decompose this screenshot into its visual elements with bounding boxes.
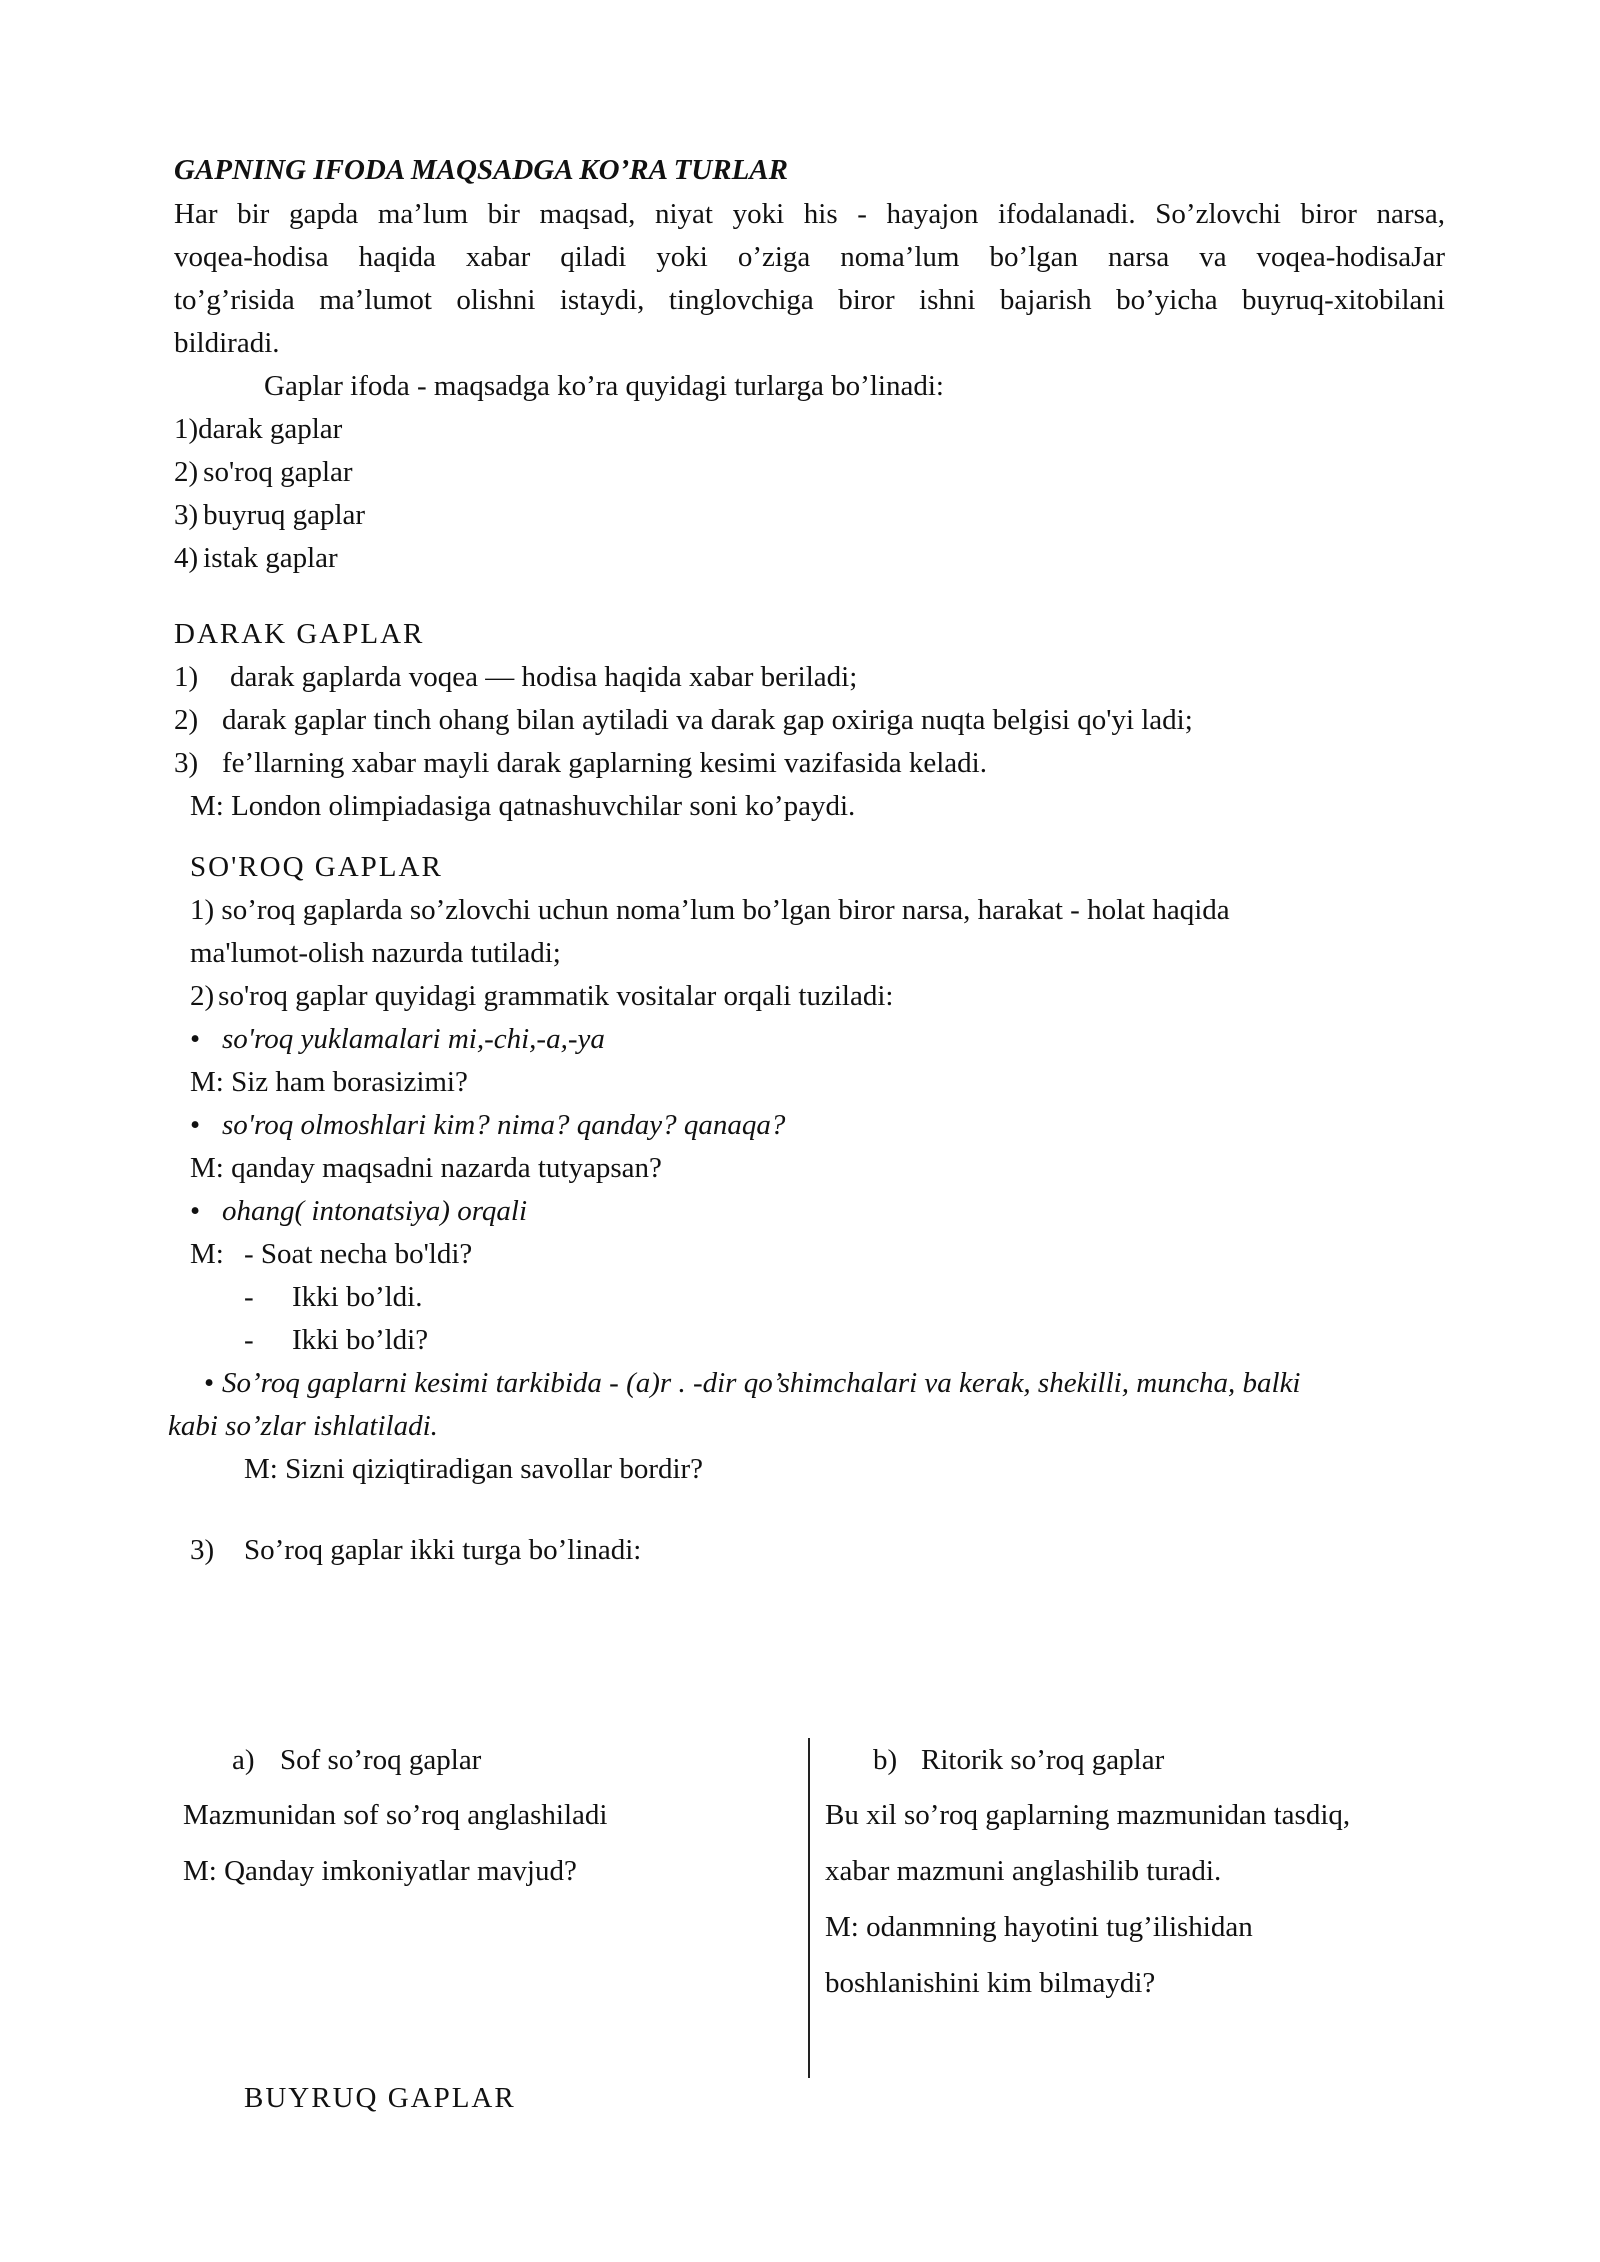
dash-mark: - xyxy=(244,1324,254,1356)
bullet-icon: • xyxy=(204,1367,215,1399)
bullet-item xyxy=(190,1191,527,1231)
list-number: 1) xyxy=(174,661,199,693)
bullet-icon: • xyxy=(190,1195,201,1227)
intro-line: to’g’risida ma’lumot olishni istaydi, tinglovchiga biror ishni bajarish bo’yicha buyruq-xitobilani xyxy=(174,284,1445,316)
list-text: fe’llarning xabar mayli darak gaplarning kesimi vazifasida keladi. xyxy=(222,747,987,779)
list-text: buyruq gaplar xyxy=(203,499,366,531)
bullet-text: So’roq gaplarni kesimi tarkibida - (a)r . -dir qo’shimchalari va kerak, shekilli, muncha, balki xyxy=(222,1367,1301,1399)
types-list-item xyxy=(174,495,365,535)
bullet-item xyxy=(190,1105,785,1145)
list-number: 3) xyxy=(190,1534,215,1566)
list-number: 3) xyxy=(174,747,199,779)
darak-heading: DARAK GAPLAR xyxy=(174,618,425,650)
bullet-icon: • xyxy=(190,1109,201,1141)
list-number: 1) xyxy=(174,413,199,445)
column-b-example: boshlanishini kim bilmaydi? xyxy=(825,1967,1156,1999)
soroq-heading: SO'ROQ GAPLAR xyxy=(190,851,443,883)
types-list-item xyxy=(174,409,342,449)
darak-item xyxy=(174,700,1193,740)
intro-paragraph xyxy=(174,193,1445,365)
example-text: M: Sizni qiziqtiradigan savollar bordir? xyxy=(244,1453,704,1485)
bullet-item xyxy=(204,1363,1301,1403)
darak-example: M: London olimpiadasiga qatnashuvchilar soni ko’paydi. xyxy=(190,790,856,822)
column-b-text: Bu xil so’roq gaplarning mazmunidan tasdiq, xyxy=(825,1799,1351,1831)
soroq-item-1-line: ma'lumot-olish nazurda tutiladi; xyxy=(190,937,561,969)
dialogue-line-item xyxy=(244,1320,428,1360)
column-b-example: M: odanmning hayotini tug’ilishidan xyxy=(825,1911,1253,1943)
soroq-item-3 xyxy=(190,1530,641,1570)
list-text: so'roq gaplar xyxy=(203,456,353,488)
list-letter: a) xyxy=(232,1744,255,1776)
soroq-item-1-line: 1) so’roq gaplarda so’zlovchi uchun noma’lum bo’lgan biror narsa, harakat - holat haqida xyxy=(190,894,1230,926)
column-heading-text: Sof so’roq gaplar xyxy=(280,1744,482,1776)
dialogue-example xyxy=(190,1234,472,1274)
bullet-item xyxy=(190,1019,605,1059)
darak-item xyxy=(174,743,987,783)
list-text: darak gaplar tinch ohang bilan aytiladi va darak gap oxiriga nuqta belgisi qo'yi ladi; xyxy=(222,704,1193,736)
types-intro: Gaplar ifoda - maqsadga ko’ra quyidagi turlarga bo’linadi: xyxy=(264,370,944,402)
column-b-heading xyxy=(873,1740,1164,1780)
dialogue-line: Ikki bo’ldi? xyxy=(292,1324,429,1356)
example-text: M: qanday maqsadni nazarda tutyapsan? xyxy=(190,1152,662,1184)
soroq-item-2 xyxy=(190,976,893,1016)
types-list-item xyxy=(174,538,338,578)
column-divider xyxy=(808,1738,810,2078)
list-number: 4) xyxy=(174,542,199,574)
list-text: darak gaplarda voqea — hodisa haqida xabar beriladi; xyxy=(230,661,858,693)
intro-line: Har bir gapda ma’lum bir maqsad, niyat yoki his - hayajon ifodalanadi. So’zlovchi biror narsa, xyxy=(174,198,1445,230)
dash-mark: - xyxy=(244,1281,254,1313)
types-list-item xyxy=(174,452,353,492)
column-a-text: Mazmunidan sof so’roq anglashiladi xyxy=(183,1799,608,1831)
example-prefix: M: xyxy=(190,1238,224,1270)
list-text: so'roq gaplar quyidagi grammatik vositalar orqali tuziladi: xyxy=(218,980,894,1012)
column-heading-text: Ritorik so’roq gaplar xyxy=(921,1744,1165,1776)
list-text: istak gaplar xyxy=(203,542,338,574)
column-a-heading xyxy=(232,1740,481,1780)
dialogue-line: - Soat necha bo'ldi? xyxy=(244,1238,473,1270)
bullet-text: so'roq yuklamalari mi,-chi,-a,-ya xyxy=(222,1023,605,1055)
list-number: 2) xyxy=(174,704,199,736)
dialogue-line-item xyxy=(244,1277,423,1317)
list-text: darak gaplar xyxy=(198,413,343,445)
list-number: 3) xyxy=(174,499,199,531)
dialogue-line: Ikki bo’ldi. xyxy=(292,1281,423,1313)
intro-line: bildiradi. xyxy=(174,327,280,359)
bullet-text: ohang( intonatsiya) orqali xyxy=(222,1195,528,1227)
bullet-continuation: kabi so’zlar ishlatiladi. xyxy=(168,1410,438,1442)
darak-item xyxy=(174,657,857,697)
intro-line: voqea-hodisa haqida xabar qiladi yoki o’ziga noma’lum bo’lgan narsa va voqea-hodisaJar xyxy=(174,241,1445,273)
document-title: GAPNING IFODA MAQSADGA KO’RA TURLAR xyxy=(174,154,788,186)
bullet-icon: • xyxy=(190,1023,201,1055)
list-number: 2) xyxy=(174,456,199,488)
bullet-text: so'roq olmoshlari kim? nima? qanday? qanaqa? xyxy=(222,1109,786,1141)
list-letter: b) xyxy=(873,1744,898,1776)
column-a-example: M: Qanday imkoniyatlar mavjud? xyxy=(183,1855,577,1887)
list-number: 2) xyxy=(190,980,215,1012)
list-text: So’roq gaplar ikki turga bo’linadi: xyxy=(244,1534,642,1566)
buyruq-heading: BUYRUQ GAPLAR xyxy=(244,2082,516,2114)
example-text: M: Siz ham borasizimi? xyxy=(190,1066,468,1098)
column-b-text: xabar mazmuni anglashilib turadi. xyxy=(825,1855,1222,1887)
